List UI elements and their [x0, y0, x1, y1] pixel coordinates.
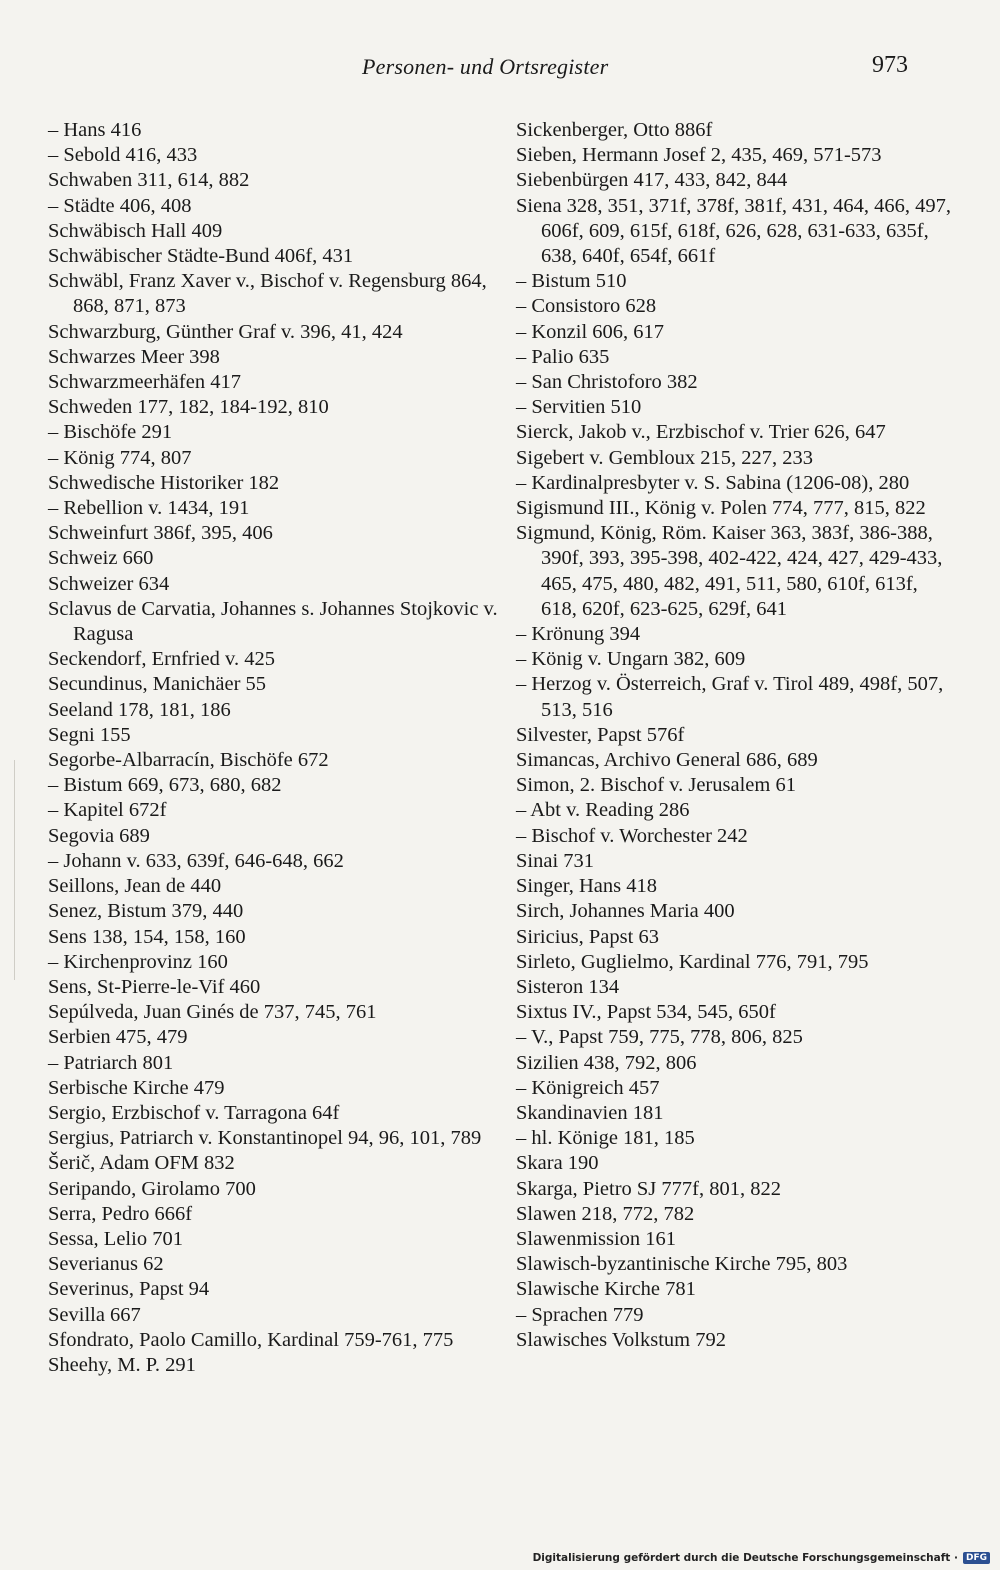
- index-subentry: – Hans 416: [48, 119, 142, 141]
- index-entry: Schwarzmeerhäfen 417: [48, 371, 241, 394]
- index-entry: Siricius, Papst 63: [516, 925, 659, 948]
- index-entry: Sixtus IV., Papst 534, 545, 650f: [516, 1001, 776, 1024]
- index-entry: Skandinavien 181: [516, 1101, 664, 1124]
- index-entry: Sepúlveda, Juan Ginés de 737, 745, 761: [48, 1001, 377, 1024]
- index-entry: Sieben, Hermann Josef 2, 435, 469, 571-573: [516, 144, 882, 167]
- index-subentry: – König 774, 807: [48, 446, 192, 469]
- index-subentry: – Konzil 606, 617: [516, 320, 665, 343]
- index-entry: Sigmund, König, Röm. Kaiser 363, 383f, 386-388, 390f, 393, 395-398, 402-422, 424, 427, 429-433, 465, 475, 480, 482, 491, 511, 580, 610f, 613f, 618, 620f, 623-625, 629f, 641: [516, 522, 943, 620]
- index-column-left: [48, 118, 508, 1378]
- index-entry: Slawisches Volkstum 792: [516, 1328, 726, 1351]
- index-entry: Seeland 178, 181, 186: [48, 698, 231, 721]
- running-title: Personen- und Ortsregister: [362, 54, 609, 79]
- index-entry: Segovia 689: [48, 824, 150, 847]
- index-entry: Sizilien 438, 792, 806: [516, 1051, 697, 1074]
- index-entry: Schwäbischer Städte-Bund 406f, 431: [48, 245, 354, 268]
- index-entry: Segorbe-Albarracín, Bischöfe 672: [48, 749, 329, 772]
- index-subentry: – Bistum 669, 673, 680, 682: [48, 774, 282, 797]
- index-subentry: – Bischöfe 291: [48, 421, 173, 444]
- index-entry: Schwarzburg, Günther Graf v. 396, 41, 424: [48, 320, 403, 343]
- index-subentry: – San Christoforo 382: [516, 371, 698, 394]
- index-entry: Schwäbl, Franz Xaver v., Bischof v. Regensburg 864, 868, 871, 873: [48, 270, 487, 318]
- index-entry: Seckendorf, Ernfried v. 425: [48, 648, 275, 671]
- index-entry: Sisteron 134: [516, 975, 620, 998]
- index-subentry: – Bistum 510: [516, 270, 627, 293]
- index-column-right: [516, 118, 956, 1353]
- index-entry: Simon, 2. Bischof v. Jerusalem 61: [516, 774, 796, 797]
- index-subentry: – Palio 635: [516, 345, 610, 368]
- index-subentry: – Rebellion v. 1434, 191: [48, 497, 250, 520]
- index-subentry: – König v. Ungarn 382, 609: [516, 648, 746, 671]
- index-entry: Sevilla 667: [48, 1303, 141, 1326]
- index-entry: Sclavus de Carvatia, Johannes s. Johannes Stojkovic v. Ragusa: [48, 597, 498, 646]
- index-subentry: – hl. Könige 181, 185: [516, 1127, 695, 1150]
- index-entry: Slawisch-byzantinische Kirche 795, 803: [516, 1253, 848, 1276]
- index-subentry: – Sebold 416, 433: [48, 144, 198, 167]
- index-entry: Severianus 62: [48, 1253, 164, 1276]
- index-entry: Schweizer 634: [48, 572, 170, 595]
- index-entry: Schwedische Historiker 182: [48, 471, 280, 494]
- index-subentry: – Abt v. Reading 286: [516, 799, 690, 822]
- index-entry: Schweiz 660: [48, 547, 154, 570]
- index-entry: Sinai 731: [516, 849, 595, 872]
- index-subentry: – Sprachen 779: [516, 1303, 644, 1326]
- index-entry: Schwäbisch Hall 409: [48, 219, 223, 242]
- index-subentry: – Krönung 394: [516, 623, 641, 646]
- credit-text: Digitalisierung gefördert durch die Deutsche Forschungsgemeinschaft ·: [532, 1552, 958, 1564]
- index-entry: Sirleto, Guglielmo, Kardinal 776, 791, 795: [516, 950, 869, 973]
- index-entry: Sens, St-Pierre-le-Vif 460: [48, 975, 261, 998]
- index-entry: Schweden 177, 182, 184-192, 810: [48, 396, 329, 419]
- index-subentry: – Servitien 510: [516, 396, 642, 419]
- index-subentry: – Patriarch 801: [48, 1051, 174, 1074]
- index-entry: Senez, Bistum 379, 440: [48, 900, 244, 923]
- index-entry: Severinus, Papst 94: [48, 1278, 210, 1301]
- index-entry: Sierck, Jakob v., Erzbischof v. Trier 626, 647: [516, 421, 886, 444]
- index-subentry: – Städte 406, 408: [48, 194, 192, 217]
- index-entry: Serra, Pedro 666f: [48, 1202, 193, 1225]
- index-entry: Singer, Hans 418: [516, 875, 657, 898]
- page-header: [0, 52, 1000, 84]
- index-entry: Sessa, Lelio 701: [48, 1227, 183, 1250]
- index-entry: Silvester, Papst 576f: [516, 723, 685, 746]
- index-subentry: – Consistoro 628: [516, 295, 657, 318]
- index-entry: Seripando, Girolamo 700: [48, 1177, 256, 1200]
- index-entry: Serbische Kirche 479: [48, 1076, 225, 1099]
- index-entry: Siena 328, 351, 371f, 378f, 381f, 431, 464, 466, 497, 606f, 609, 615f, 618f, 626, 628, 631-633, 635f, 638, 640f, 654f, 661f: [516, 194, 952, 268]
- index-entry: Šerič, Adam OFM 832: [48, 1152, 235, 1175]
- index-entry: Schweinfurt 386f, 395, 406: [48, 522, 273, 545]
- index-entry: Slawenmission 161: [516, 1227, 677, 1250]
- index-entry: Segni 155: [48, 723, 131, 746]
- index-entry: Slawen 218, 772, 782: [516, 1202, 695, 1225]
- index-subentry: – Bischof v. Worchester 242: [516, 824, 748, 847]
- index-subentry: – Kirchenprovinz 160: [48, 950, 228, 973]
- index-entry: Sens 138, 154, 158, 160: [48, 925, 246, 948]
- page-number: 973: [872, 52, 908, 78]
- index-subentry: – Herzog v. Österreich, Graf v. Tirol 489, 498f, 507, 513, 516: [516, 673, 944, 721]
- index-entry: Sergius, Patriarch v. Konstantinopel 94, 96, 101, 789: [48, 1127, 482, 1150]
- index-entry: Sfondrato, Paolo Camillo, Kardinal 759-761, 775: [48, 1328, 454, 1351]
- index-entry: Schwarzes Meer 398: [48, 345, 220, 368]
- dfg-logo: DFG: [963, 1552, 990, 1564]
- index-subentry: – Königreich 457: [516, 1076, 660, 1099]
- index-entry: Serbien 475, 479: [48, 1026, 188, 1049]
- index-entry: Skarga, Pietro SJ 777f, 801, 822: [516, 1177, 781, 1200]
- index-entry: Seillons, Jean de 440: [48, 875, 222, 898]
- index-subentry: – Kardinalpresbyter v. S. Sabina (1206-08), 280: [516, 471, 910, 494]
- index-entry: Sirch, Johannes Maria 400: [516, 900, 735, 923]
- index-subentry: – Johann v. 633, 639f, 646-648, 662: [48, 849, 344, 872]
- index-entry: Schwaben 311, 614, 882: [48, 169, 250, 192]
- index-entry: Sheehy, M. P. 291: [48, 1353, 196, 1376]
- index-entry: Secundinus, Manichäer 55: [48, 673, 267, 696]
- index-entry: Siebenbürgen 417, 433, 842, 844: [516, 169, 788, 192]
- digitization-credit: [533, 1552, 990, 1564]
- index-entry: Skara 190: [516, 1152, 599, 1175]
- index-entry: Simancas, Archivo General 686, 689: [516, 749, 818, 772]
- index-entry: Sigebert v. Gembloux 215, 227, 233: [516, 446, 814, 469]
- scan-shadow-line: [14, 760, 15, 980]
- index-subentry: – V., Papst 759, 775, 778, 806, 825: [516, 1026, 803, 1049]
- index-entry: Sigismund III., König v. Polen 774, 777, 815, 822: [516, 497, 926, 520]
- index-subentry: – Kapitel 672f: [48, 799, 167, 822]
- index-entry: Slawische Kirche 781: [516, 1278, 696, 1301]
- index-entry: Sickenberger, Otto 886f: [516, 119, 713, 141]
- index-entry: Sergio, Erzbischof v. Tarragona 64f: [48, 1101, 340, 1124]
